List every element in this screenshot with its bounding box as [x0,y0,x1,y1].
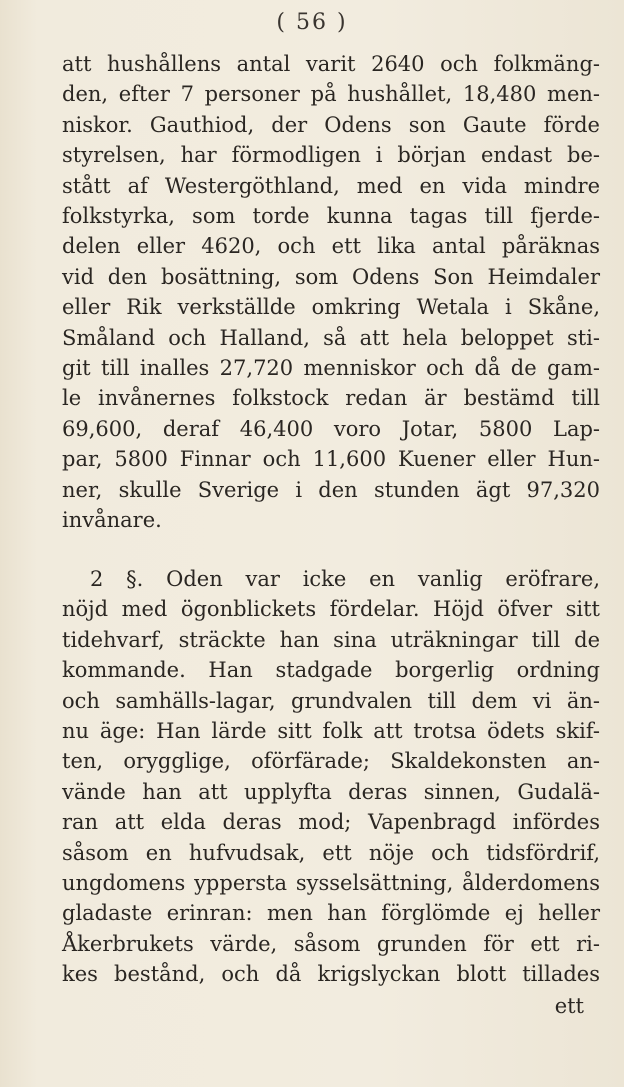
page-number: ( 56 ) [276,10,348,35]
text-line: Småland och Halland, så att hela beloppet sti- [62,325,600,350]
text-line: nöjd med ögonblickets fördelar. Höjd öfver sitt [62,597,600,622]
text-line: kommande. Han stadgade borgerlig ordning [62,658,600,683]
text-line: tidehvarf, sträckte han sina uträkningar till de [62,627,600,652]
text-line: 69,600, deraf 46,400 voro Jotar, 5800 Lap- [62,416,600,441]
text-line: folkstyrka, som torde kunna tagas till fjerde- [62,204,600,229]
text-line: 2 §. Oden var icke en vanlig eröfrare, [90,567,600,591]
text-line: såsom en hufvudsak, ett nöje och tidsfördrif, [62,840,600,865]
text-line: git till inalles 27,720 menniskor och då de gam- [62,356,600,381]
text-line: ran att elda deras mod; Vapenbragd infördes [62,810,600,835]
text-line: Åkerbrukets värde, såsom grunden för ett ri- [62,931,600,956]
text-line: nu äge: Han lärde sitt folk att trotsa ödets skif- [62,719,600,744]
text-line: ungdomens yppersta sysselsättning, ålderdomens [62,871,600,896]
text-line: ten, orygglige, oförfärade; Skaldekonsten an- [62,749,600,774]
text-line: delen eller 4620, och ett lika antal påräknas [62,234,600,259]
text-line: kes bestånd, och då krigslyckan blott tillades [62,962,600,987]
text-line: stått af Westergöthland, med en vida mindre [62,173,600,198]
text-line: le invånernes folkstock redan är bestämd till [62,386,600,411]
text-line: vände han att upplyfta deras sinnen, Gudalä- [62,779,600,804]
text-line: niskor. Gauthiod, der Odens son Gaute förde [62,112,600,137]
text-line: vid den bosättning, som Odens Son Heimdaler [62,264,600,289]
paragraph-2 [62,564,600,990]
text-line: gladaste erinran: men han förglömde ej heller [62,901,600,926]
text-line: styrelsen, har förmodligen i början endast be- [62,143,600,168]
text-line: att hushållens antal varit 2640 och folkmäng- [62,52,600,76]
text-line: eller Rik verkställde omkring Wetala i Skåne, [62,295,600,320]
paragraph-1 [62,49,600,536]
text-line: invånare. [62,508,162,533]
text-line: par, 5800 Finnar och 11,600 Kuener eller Hun- [62,447,600,472]
text-line: ner, skulle Sverige i den stunden ägt 97,320 [62,477,600,502]
catchword: ett [554,994,584,1018]
text-line: och samhälls-lagar, grundvalen till dem vi än- [62,688,600,713]
text-line: den, efter 7 personer på hushållet, 18,480 men- [62,82,600,107]
